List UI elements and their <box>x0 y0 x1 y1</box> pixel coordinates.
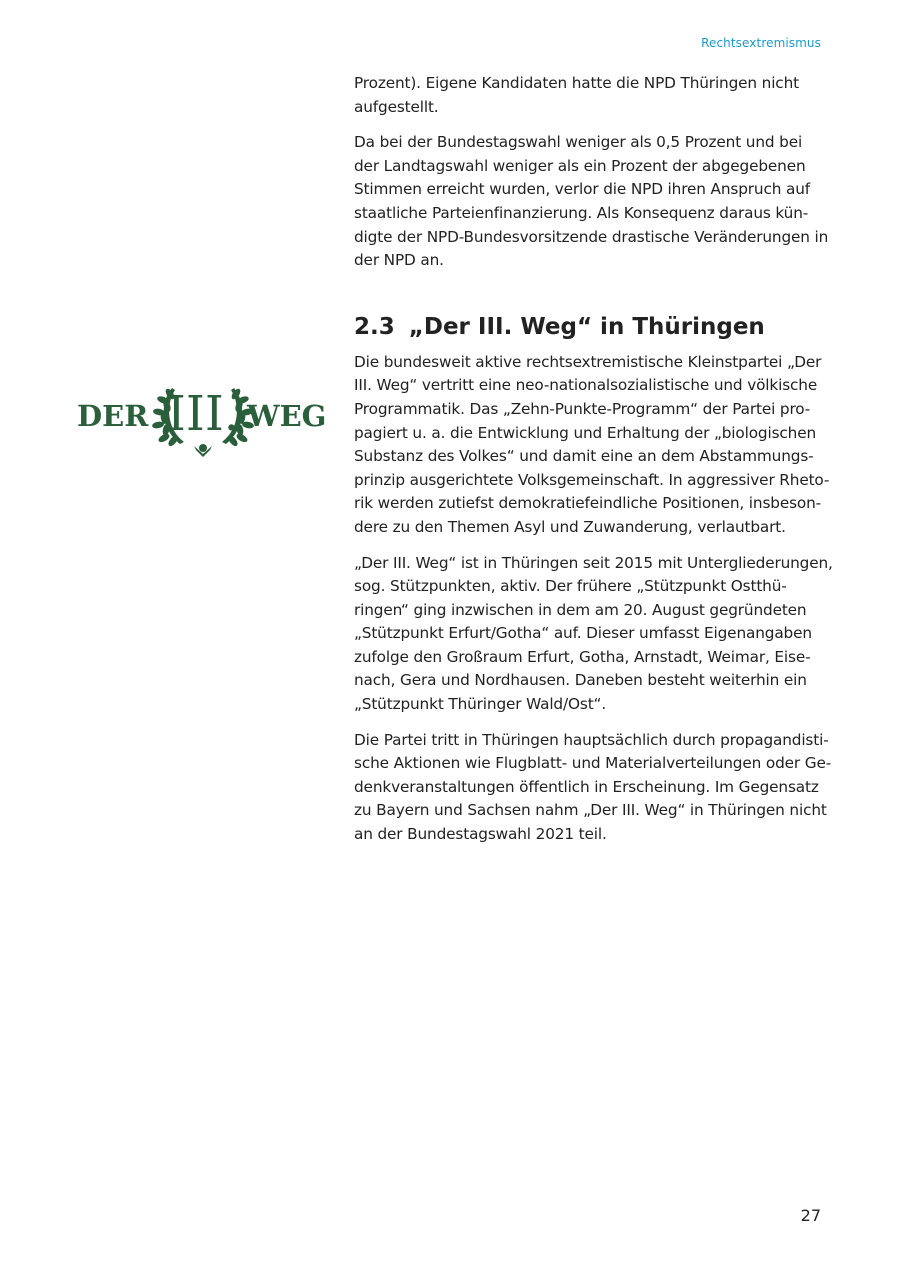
paragraph <box>354 729 832 847</box>
logo-word-weg: WEG <box>247 399 327 433</box>
paragraph <box>354 131 829 273</box>
paragraph <box>354 351 830 540</box>
logo-numeral: III. <box>166 386 240 442</box>
paragraph-line: nach, Gera und Nordhausen. Daneben besteht weiterhin ein <box>354 671 807 690</box>
paragraph-line: sche Aktionen wie Flugblatt- und Materialverteilungen oder Ge- <box>354 754 832 773</box>
paragraph-line: prinzip ausgerichtete Volksgemeinschaft. In aggressiver Rheto- <box>354 470 830 489</box>
paragraph-line: aufgestellt. <box>354 97 439 116</box>
paragraph-line: „Stützpunkt Erfurt/Gotha“ auf. Dieser umfasst Eigenangaben <box>354 624 812 643</box>
paragraph-line: staatliche Parteienfinanzierung. Als Konsequenz daraus kün- <box>354 203 809 222</box>
paragraph-line: Die Partei tritt in Thüringen hauptsächlich durch propagandisti- <box>354 730 829 749</box>
paragraph-line: ringen“ ging inzwischen in dem am 20. August gegründeten <box>354 600 807 619</box>
paragraph-line: rik werden zutiefst demokratiefeindliche Positionen, insbeson- <box>354 494 822 513</box>
paragraph-line: Prozent). Eigene Kandidaten hatte die NPD Thüringen nicht <box>354 74 799 92</box>
paragraph-line: III. Weg“ vertritt eine neo-nationalsozialistische und völkische <box>354 376 818 395</box>
main-text-column <box>354 72 833 859</box>
paragraph-line: denkveranstaltungen öffentlich in Erscheinung. Im Gegensatz <box>354 777 819 796</box>
section-paragraphs <box>354 351 833 847</box>
section-title: „Der III. Weg“ in Thüringen <box>408 313 765 340</box>
section-number: 2.3 <box>354 313 395 340</box>
paragraph-line: dere zu den Themen Asyl und Zuwanderung, verlautbart. <box>354 517 786 536</box>
paragraph-line: zufolge den Großraum Erfurt, Gotha, Arnstadt, Weimar, Eise- <box>354 647 811 666</box>
intro-paragraphs <box>354 72 829 273</box>
paragraph-line: an der Bundestagswahl 2021 teil. <box>354 825 607 844</box>
running-header-title: Rechtsextremismus <box>701 36 821 50</box>
paragraph-line: der Landtagswahl weniger als ein Prozent der abgegebenen <box>354 156 806 175</box>
paragraph <box>354 72 826 119</box>
paragraph-line: sog. Stützpunkten, aktiv. Der frühere „Stützpunkt Ostthü- <box>354 577 787 596</box>
page-number: 27 <box>800 1206 821 1225</box>
paragraph-line: Da bei der Bundestagswahl weniger als 0,5 Prozent und bei <box>354 133 803 152</box>
paragraph-line: pagiert u. a. die Entwicklung und Erhaltung der „biologischen <box>354 423 816 442</box>
paragraph-line: „Stützpunkt Thüringer Wald/Ost“. <box>354 695 607 714</box>
paragraph-line: zu Bayern und Sachsen nahm „Der III. Weg“ in Thüringen nicht <box>354 801 827 820</box>
party-logo-graphic <box>74 372 329 458</box>
party-logo <box>74 372 329 458</box>
paragraph-line: Die bundesweit aktive rechtsextremistische Kleinstpartei „Der <box>354 352 822 371</box>
section-heading <box>354 311 826 343</box>
paragraph-line: „Der III. Weg“ ist in Thüringen seit 2015 mit Untergliederungen, <box>354 553 833 572</box>
paragraph-line: Substanz des Volkes“ und damit eine an dem Abstammungs- <box>354 447 814 466</box>
paragraph-line: Programmatik. Das „Zehn-Punkte-Programm“ der Partei pro- <box>354 399 811 418</box>
paragraph <box>354 552 833 717</box>
paragraph-line: Stimmen erreicht wurden, verlor die NPD ihren Anspruch auf <box>354 180 810 199</box>
logo-word-der: DER <box>77 399 149 433</box>
paragraph-line: digte der NPD-Bundesvorsitzende drastische Veränderungen in <box>354 227 829 246</box>
paragraph-line: der NPD an. <box>354 251 444 270</box>
